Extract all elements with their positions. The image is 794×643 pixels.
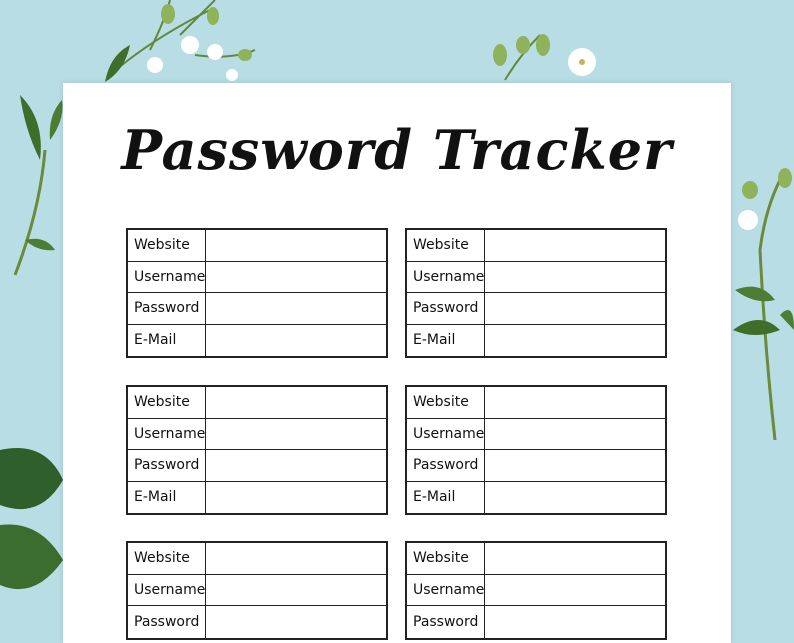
top-flower-branch-left bbox=[110, 0, 255, 75]
password-row bbox=[407, 450, 665, 482]
entry-card-6 bbox=[405, 541, 667, 640]
email-label: E-Mail bbox=[407, 482, 485, 514]
left-bottom-leaves bbox=[0, 448, 63, 589]
password-label: Password bbox=[128, 450, 206, 481]
password-label: Password bbox=[407, 450, 485, 481]
email-field[interactable] bbox=[485, 325, 665, 357]
password-row bbox=[407, 606, 665, 638]
website-field[interactable] bbox=[206, 387, 386, 418]
username-row bbox=[407, 575, 665, 607]
username-label: Username bbox=[128, 575, 206, 606]
website-row bbox=[128, 230, 386, 262]
username-label: Username bbox=[128, 419, 206, 450]
password-field[interactable] bbox=[206, 450, 386, 481]
website-label: Website bbox=[128, 230, 206, 261]
website-label: Website bbox=[407, 543, 485, 574]
email-label: E-Mail bbox=[407, 325, 485, 357]
left-side-branch bbox=[15, 95, 63, 275]
email-row bbox=[407, 325, 665, 357]
website-label: Website bbox=[407, 230, 485, 261]
entry-card-3 bbox=[126, 385, 388, 515]
password-row bbox=[128, 450, 386, 482]
website-row bbox=[407, 387, 665, 419]
entry-card-5 bbox=[126, 541, 388, 640]
username-field[interactable] bbox=[485, 419, 665, 450]
website-row bbox=[407, 230, 665, 262]
email-label: E-Mail bbox=[128, 325, 206, 357]
page-title: Password Tracker bbox=[121, 118, 673, 182]
website-row bbox=[407, 543, 665, 575]
password-label: Password bbox=[407, 606, 485, 638]
website-row bbox=[128, 543, 386, 575]
email-label: E-Mail bbox=[128, 482, 206, 514]
username-field[interactable] bbox=[206, 419, 386, 450]
username-label: Username bbox=[407, 262, 485, 293]
password-field[interactable] bbox=[485, 293, 665, 324]
email-field[interactable] bbox=[485, 482, 665, 514]
email-row bbox=[407, 482, 665, 514]
website-field[interactable] bbox=[485, 543, 665, 574]
username-label: Username bbox=[407, 419, 485, 450]
website-label: Website bbox=[407, 387, 485, 418]
email-field[interactable] bbox=[206, 482, 386, 514]
password-field[interactable] bbox=[485, 450, 665, 481]
password-row bbox=[407, 293, 665, 325]
website-label: Website bbox=[128, 543, 206, 574]
website-field[interactable] bbox=[485, 387, 665, 418]
website-field[interactable] bbox=[206, 543, 386, 574]
entry-card-1 bbox=[126, 228, 388, 358]
password-row bbox=[128, 606, 386, 638]
username-row bbox=[407, 419, 665, 451]
username-field[interactable] bbox=[485, 575, 665, 606]
white-blossoms-top-left bbox=[147, 36, 238, 81]
password-field[interactable] bbox=[485, 606, 665, 638]
email-row bbox=[128, 325, 386, 357]
username-field[interactable] bbox=[206, 575, 386, 606]
username-row bbox=[128, 262, 386, 294]
entry-card-2 bbox=[405, 228, 667, 358]
username-label: Username bbox=[407, 575, 485, 606]
password-tracker-sheet bbox=[63, 83, 731, 643]
website-field[interactable] bbox=[485, 230, 665, 261]
username-field[interactable] bbox=[485, 262, 665, 293]
email-field[interactable] bbox=[206, 325, 386, 357]
username-row bbox=[407, 262, 665, 294]
top-flower-branch-right bbox=[493, 34, 596, 80]
username-label: Username bbox=[128, 262, 206, 293]
entry-card-4 bbox=[405, 385, 667, 515]
website-row bbox=[128, 387, 386, 419]
username-row bbox=[128, 575, 386, 607]
email-row bbox=[128, 482, 386, 514]
password-label: Password bbox=[407, 293, 485, 324]
password-label: Password bbox=[128, 293, 206, 324]
password-label: Password bbox=[128, 606, 206, 638]
password-field[interactable] bbox=[206, 606, 386, 638]
website-field[interactable] bbox=[206, 230, 386, 261]
password-field[interactable] bbox=[206, 293, 386, 324]
right-side-branch bbox=[733, 168, 794, 440]
password-row bbox=[128, 293, 386, 325]
username-row bbox=[128, 419, 386, 451]
website-label: Website bbox=[128, 387, 206, 418]
username-field[interactable] bbox=[206, 262, 386, 293]
